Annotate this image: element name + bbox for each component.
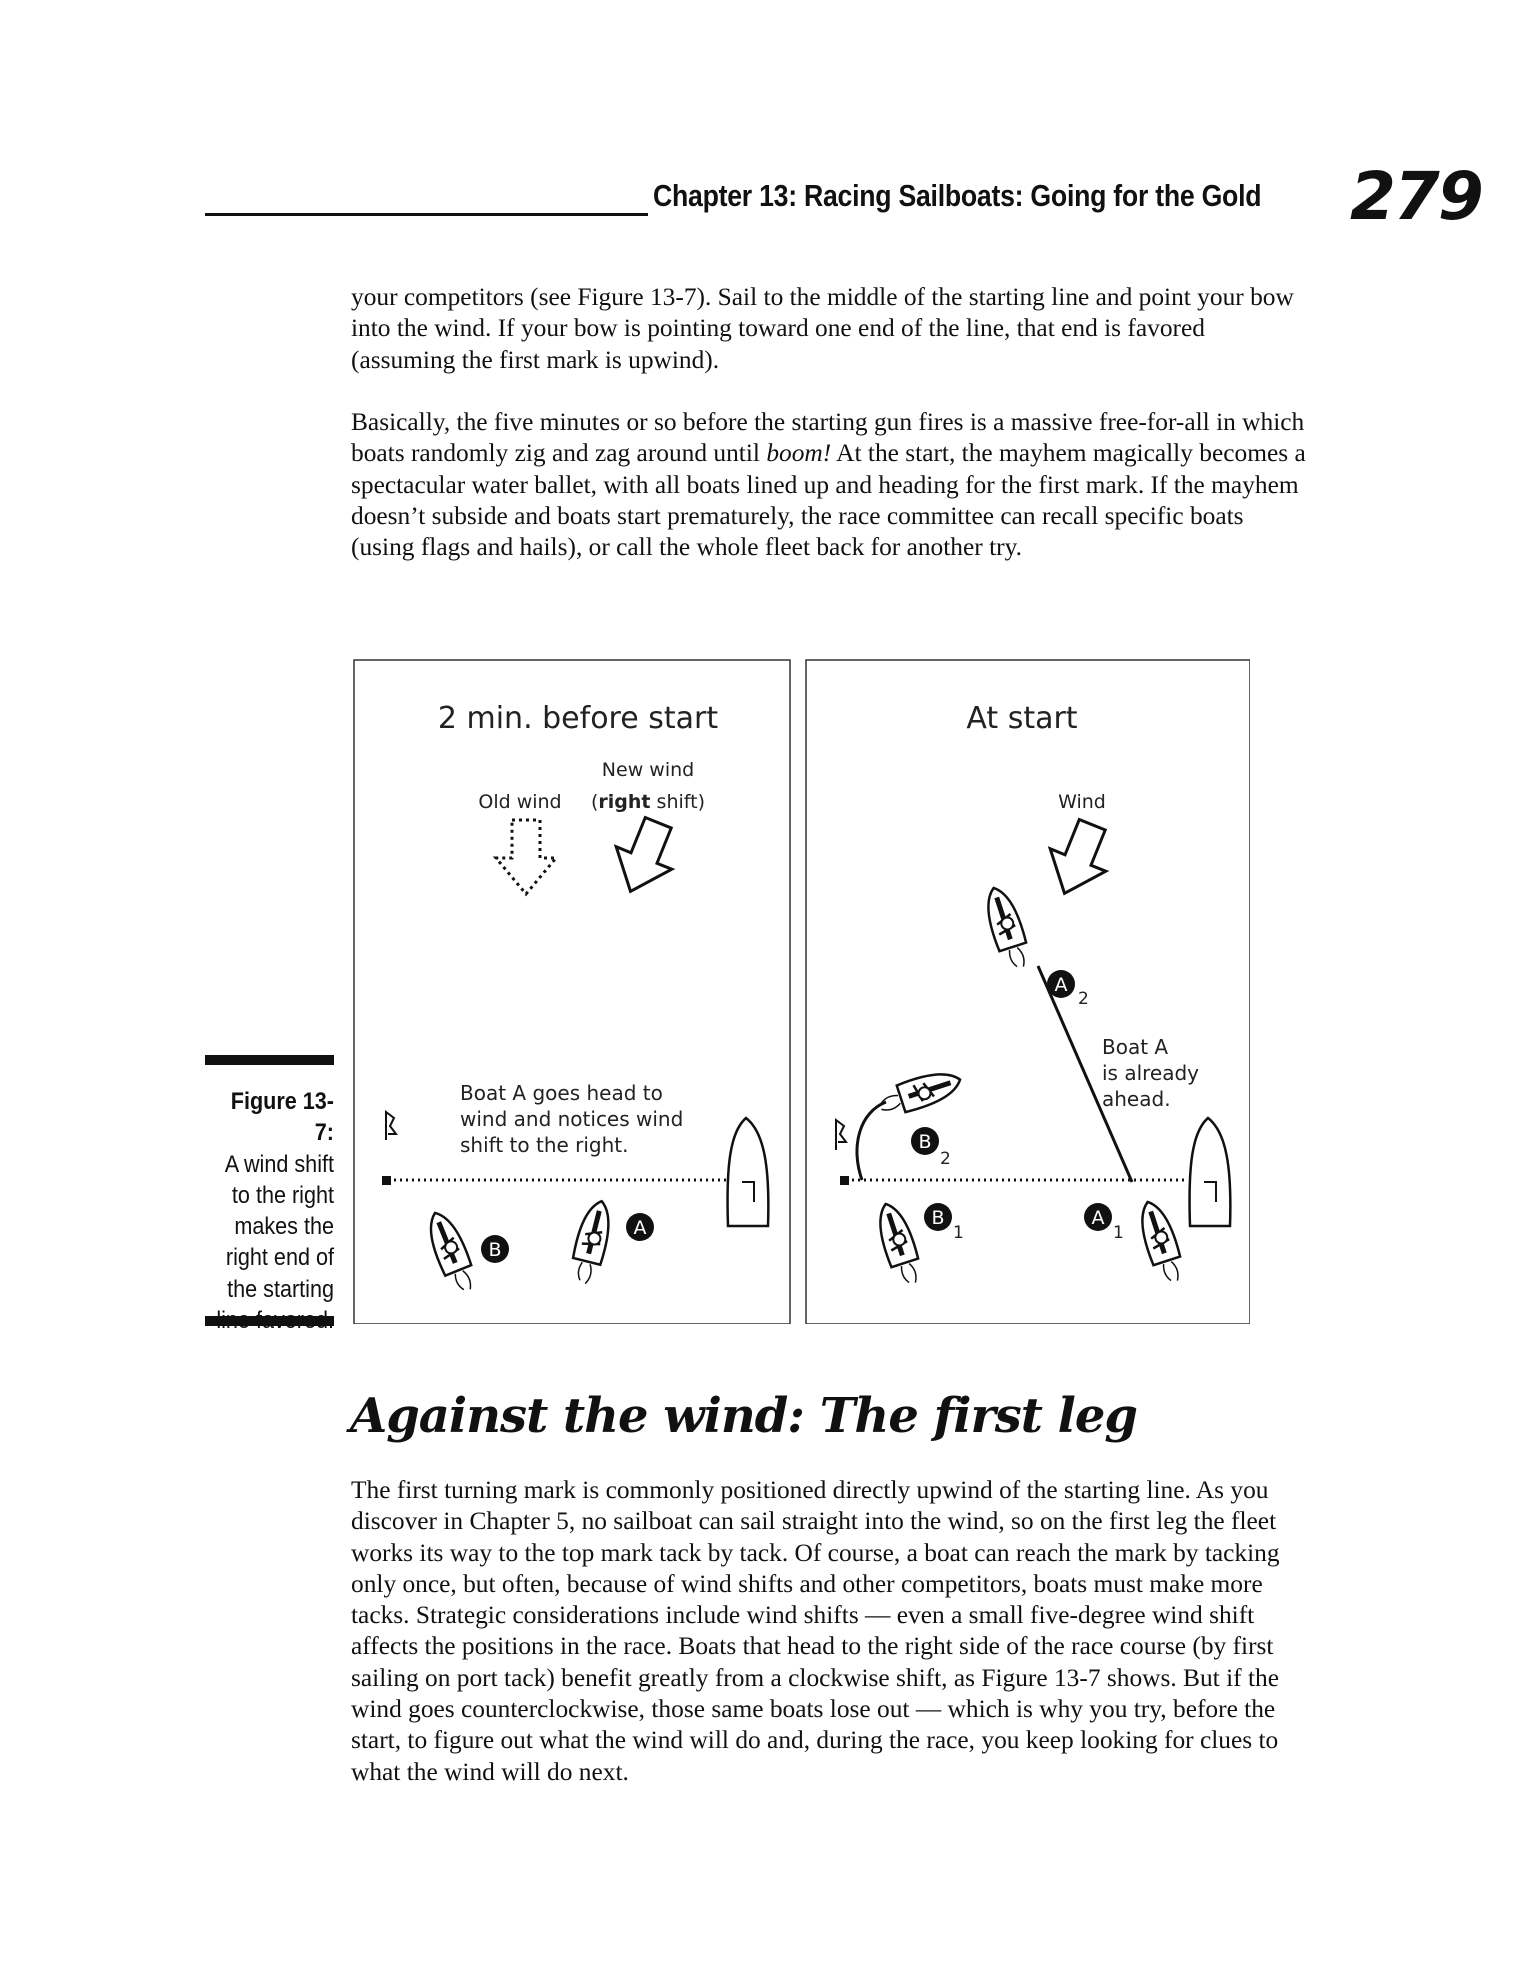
figure-caption [212, 1086, 334, 1336]
boat-a2-label: A [1054, 974, 1068, 996]
caption-rule-top [205, 1055, 334, 1065]
boat-b1-subscript: 1 [953, 1223, 964, 1243]
running-head: Chapter 13: Racing Sailboats: Going for the Gold [653, 178, 1262, 213]
boat-b1-label: B [931, 1207, 945, 1229]
header-rule [205, 213, 648, 216]
right-note-line-2: is already [1102, 1061, 1200, 1085]
section-title: Against the wind: The first leg [350, 1388, 1137, 1444]
new-wind-open: ( [591, 791, 599, 813]
page-number: 279 [1350, 158, 1482, 235]
right-note-line-3: ahead. [1102, 1087, 1171, 1111]
boat-a-label: A [633, 1217, 647, 1239]
left-note-line-1: Boat A goes head to [460, 1081, 663, 1105]
paragraph-text: Basically, the five minutes or so before the starting gun fires is a massive free-for-all in which boats randomly zig and zag around until [351, 408, 1305, 468]
wind-label: Wind [1058, 791, 1106, 813]
new-wind-label: New wind [601, 759, 695, 781]
right-panel-frame [806, 660, 1250, 1324]
pin-mark-icon [840, 1176, 849, 1185]
boat-a2-subscript: 2 [1078, 989, 1089, 1009]
body-paragraph: The first turning mark is commonly positioned directly upwind of the starting line. As you discover in Chapter 5, no sailboat can sail straight into the wind, so on the first leg the fleet works its way to the top mark tack by tack. Of course, a boat can reach the mark by tacking only once, but often, because of wind shifts and other competitors, boats must make more tacks. Strategic considerations include wind shifts — even a small five-degree wind shift affects the positions in the race. Boats that head to the right side of the race course (by first sailing on port tack) benefit greatly from a clockwise shift, as Figure 13-7 shows. But if the wind goes counterclockwise, those same boats lose out — which is why you try, before the start, to figure out what the wind will do and, during the race, you keep looking for clues to what the wind will do next. [351, 1476, 1280, 1786]
new-wind-shift-label [591, 791, 705, 813]
figure-caption-text: A wind shift to the right makes the right end of the starting [224, 1150, 334, 1303]
paragraph-text: At the start, the mayhem magically becomes a spectacular water ballet, with all boats lined up and heading for the first mark. If the mayhem doesn’t subside and boats start prematurely, the race committee can recall specific boats (using flags and hails), or call the whole fleet back for another try. [351, 439, 1306, 562]
left-note-line-3: shift to the right. [460, 1133, 629, 1157]
new-wind-close: shift) [650, 791, 705, 813]
left-panel-frame [354, 660, 790, 1324]
left-panel-title: 2 min. before start [437, 701, 719, 736]
boat-b2-label: B [918, 1131, 932, 1153]
right-note-line-1: Boat A [1102, 1035, 1169, 1059]
race-start-diagram [350, 656, 1250, 1324]
body-paragraph [351, 407, 1311, 563]
boat-b-label: B [488, 1239, 502, 1261]
figure-label: Figure 13-7: [230, 1088, 334, 1147]
right-panel-title: At start [966, 701, 1078, 736]
figure-13-7 [350, 656, 1250, 1324]
left-note-line-2: wind and notices wind [460, 1107, 684, 1131]
caption-rule-bottom [205, 1316, 334, 1326]
emphasis-text: boom! [766, 439, 832, 468]
old-wind-label: Old wind [478, 791, 562, 813]
boat-b2-subscript: 2 [940, 1149, 951, 1169]
boat-a1-label: A [1091, 1207, 1105, 1229]
body-paragraph: your competitors (see Figure 13-7). Sail to the middle of the starting line and point your bow into the wind. If your bow is pointing toward one end of the line, that end is favored (assuming the first mark is upwind). [351, 283, 1294, 374]
pin-mark-icon [382, 1176, 391, 1185]
boat-a1-subscript: 1 [1113, 1223, 1124, 1243]
new-wind-bold: right [598, 791, 651, 813]
